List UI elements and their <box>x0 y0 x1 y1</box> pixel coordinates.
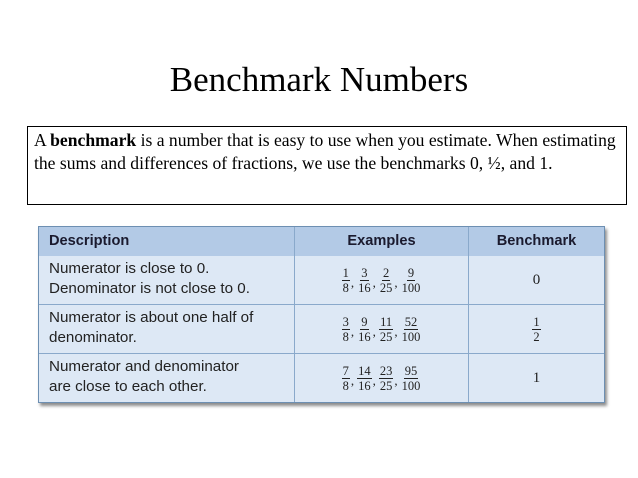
table-row <box>39 304 604 353</box>
fraction-numerator: 7 <box>342 363 349 378</box>
description-line: are close to each other. <box>49 378 207 395</box>
example-fraction <box>357 316 372 343</box>
example-fraction <box>357 267 372 294</box>
header-description: Description <box>49 233 130 249</box>
fraction-numerator: 1 <box>533 314 540 329</box>
benchmark-cell <box>468 305 604 353</box>
examples-cell <box>294 305 468 353</box>
fraction-numerator: 52 <box>404 314 418 329</box>
fraction-numerator: 11 <box>380 314 393 329</box>
separator: , <box>372 324 376 339</box>
example-fraction <box>342 316 350 343</box>
header-benchmark: Benchmark <box>468 227 604 256</box>
separator: , <box>372 275 376 290</box>
fraction-denominator: 8 <box>342 329 349 344</box>
fraction-numerator: 9 <box>361 314 368 329</box>
examples-cell <box>294 256 468 304</box>
description-line: Denominator is not close to 0. <box>49 280 250 297</box>
fraction-numerator: 9 <box>407 265 415 280</box>
example-fraction <box>401 267 422 294</box>
fraction-numerator: 23 <box>379 363 393 378</box>
benchmark-number: 1 <box>532 369 541 386</box>
page-title: Benchmark Numbers <box>169 60 469 99</box>
description-line: Numerator is close to 0. <box>49 260 210 277</box>
fraction-denominator: 8 <box>342 280 349 295</box>
benchmark-value <box>469 256 604 304</box>
fraction-numerator: 95 <box>404 363 418 378</box>
benchmark-number: 0 <box>532 271 541 288</box>
fraction-numerator: 2 <box>383 265 390 280</box>
example-fraction <box>379 316 394 343</box>
description-cell <box>39 354 294 402</box>
fraction-denominator: 2 <box>533 329 540 344</box>
fraction-denominator: 25 <box>379 378 393 393</box>
separator: , <box>350 275 355 290</box>
description-line: Numerator is about one half of <box>49 309 254 326</box>
separator: , <box>372 373 376 388</box>
fraction-numerator: 1 <box>342 265 349 280</box>
fraction-denominator: 8 <box>342 378 349 393</box>
example-fraction <box>379 267 394 294</box>
separator: , <box>350 373 355 388</box>
definition-box <box>27 126 627 205</box>
description-line: denominator. <box>49 329 137 346</box>
table-header-row <box>39 227 604 256</box>
benchmark-fraction <box>532 316 540 343</box>
definition-term: benchmark <box>50 130 137 150</box>
examples-cell <box>294 354 468 402</box>
description-cell <box>39 305 294 353</box>
benchmark-cell <box>468 256 604 304</box>
example-fraction <box>342 365 350 392</box>
definition-text-rest: is a number that is easy to use when you estimate. When estimating the sums and differences of fractions, we use the benchmarks 0, ½, and 1. <box>34 130 616 173</box>
definition-text-start: A <box>34 130 51 150</box>
separator: , <box>394 324 398 339</box>
description-cell <box>39 256 294 304</box>
fraction-denominator: 16 <box>358 280 371 295</box>
fraction-denominator: 25 <box>379 280 393 295</box>
description-line: Numerator and denominator <box>49 358 239 375</box>
fraction-numerator: 3 <box>361 265 368 280</box>
fraction-denominator: 16 <box>358 378 371 393</box>
fraction-numerator: 14 <box>358 363 371 378</box>
table-row <box>39 353 604 402</box>
fraction-denominator: 100 <box>401 329 421 344</box>
fraction-denominator: 100 <box>401 280 421 295</box>
example-fraction <box>401 365 422 392</box>
benchmark-value <box>469 354 604 402</box>
examples-list <box>295 354 468 402</box>
table-row <box>39 256 604 304</box>
example-fraction <box>401 316 422 343</box>
header-examples: Examples <box>294 227 468 256</box>
separator: , <box>394 275 398 290</box>
separator: , <box>394 373 398 388</box>
example-fraction <box>357 365 372 392</box>
fraction-denominator: 25 <box>379 329 393 344</box>
fraction-denominator: 100 <box>401 378 421 393</box>
table-body <box>39 256 604 402</box>
benchmark-cell <box>468 354 604 402</box>
example-fraction <box>379 365 394 392</box>
fraction-numerator: 3 <box>342 314 349 329</box>
examples-list <box>295 305 468 353</box>
example-fraction <box>342 267 350 294</box>
separator: , <box>350 324 355 339</box>
fraction-denominator: 16 <box>358 329 371 344</box>
examples-list <box>295 256 468 304</box>
benchmark-table <box>38 226 605 403</box>
benchmark-value <box>469 305 604 353</box>
